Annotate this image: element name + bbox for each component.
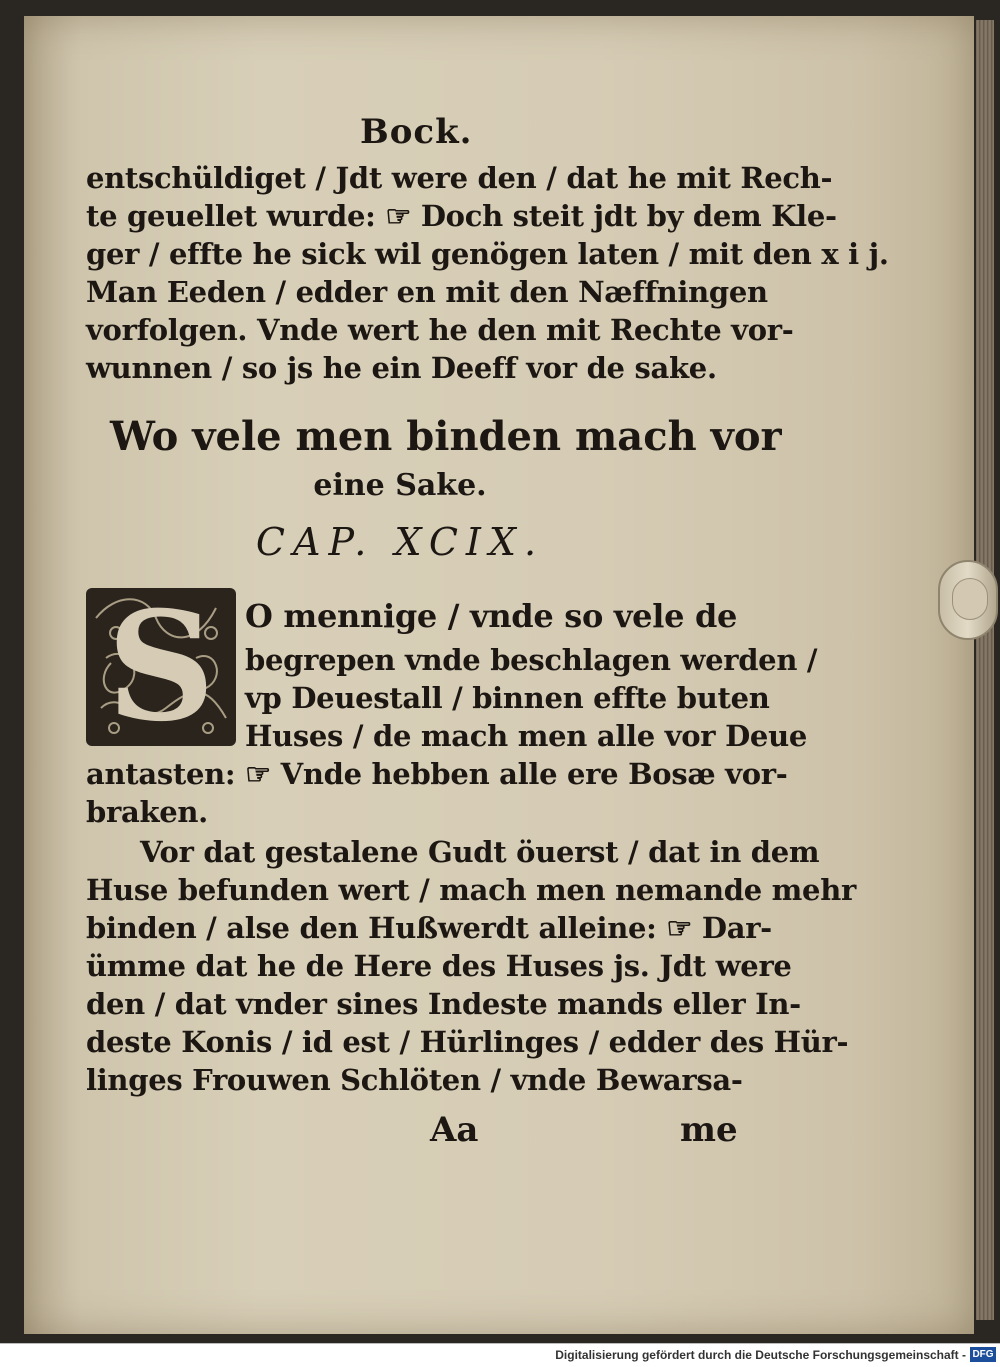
chapter-number: CAP. XCIX. [255,520,545,564]
page-block-edge [976,20,994,1320]
text-line: te geuellet wurde: ☞ Doch steit jdt by dem Kle- [86,199,837,233]
text-line: antasten: ☞ Vnde hebben alle ere Bosæ vor- [86,757,788,791]
text-line: braken. [86,795,208,829]
decorated-initial [86,588,236,746]
text-line: vorfolgen. Vnde wert he den mit Rechte vor- [86,313,794,347]
text-line: Huses / de mach men alle vor Deue [245,719,808,753]
text-line: binden / alse den Hußwerdt alleine: ☞ Dar- [86,911,772,945]
section-heading: Wo vele men binden mach vor [110,413,782,460]
book-clasp-inner [952,578,988,620]
footer-bar [0,1343,1000,1367]
section-heading-line2: eine Sake. [313,468,487,503]
text-line: Vor dat gestalene Gudt öuerst / dat in dem [140,835,820,869]
text-line: wunnen / so js he ein Deeff vor de sake. [86,351,717,385]
text-line: entschüldiget / Jdt were den / dat he mit Rech- [86,161,833,195]
text-line: vp Deuestall / binnen effte buten [245,681,770,715]
initial-letter: S [106,588,216,746]
text-line: linges Frouwen Schlöten / vnde Bewarsa- [86,1063,743,1097]
dfg-logo-icon: DFG [970,1347,996,1362]
text-line: deste Konis / id est / Hürlinges / edder des Hür- [86,1025,849,1059]
funding-notice: Digitalisierung gefördert durch die Deutsche Forschungsgemeinschaft - [555,1348,966,1362]
catchword: me [680,1110,738,1150]
text-line: ümme dat he de Here des Huses js. Jdt were [86,949,792,983]
text-line: begrepen vnde beschlagen werden / [245,643,818,677]
text-line: Man Eeden / edder en mit den Næffningen [86,275,768,309]
text-line: den / dat vnder sines Indeste mands eller In- [86,987,801,1021]
signature-mark: Aa [430,1110,479,1150]
text-line: ger / effte he sick wil genögen laten / mit den x i j. [86,237,889,271]
text-line: O mennige / vnde so vele de [245,597,738,635]
text-line: Huse befunden wert / mach men nemande mehr [86,873,856,907]
running-head: Bock. [360,112,473,152]
